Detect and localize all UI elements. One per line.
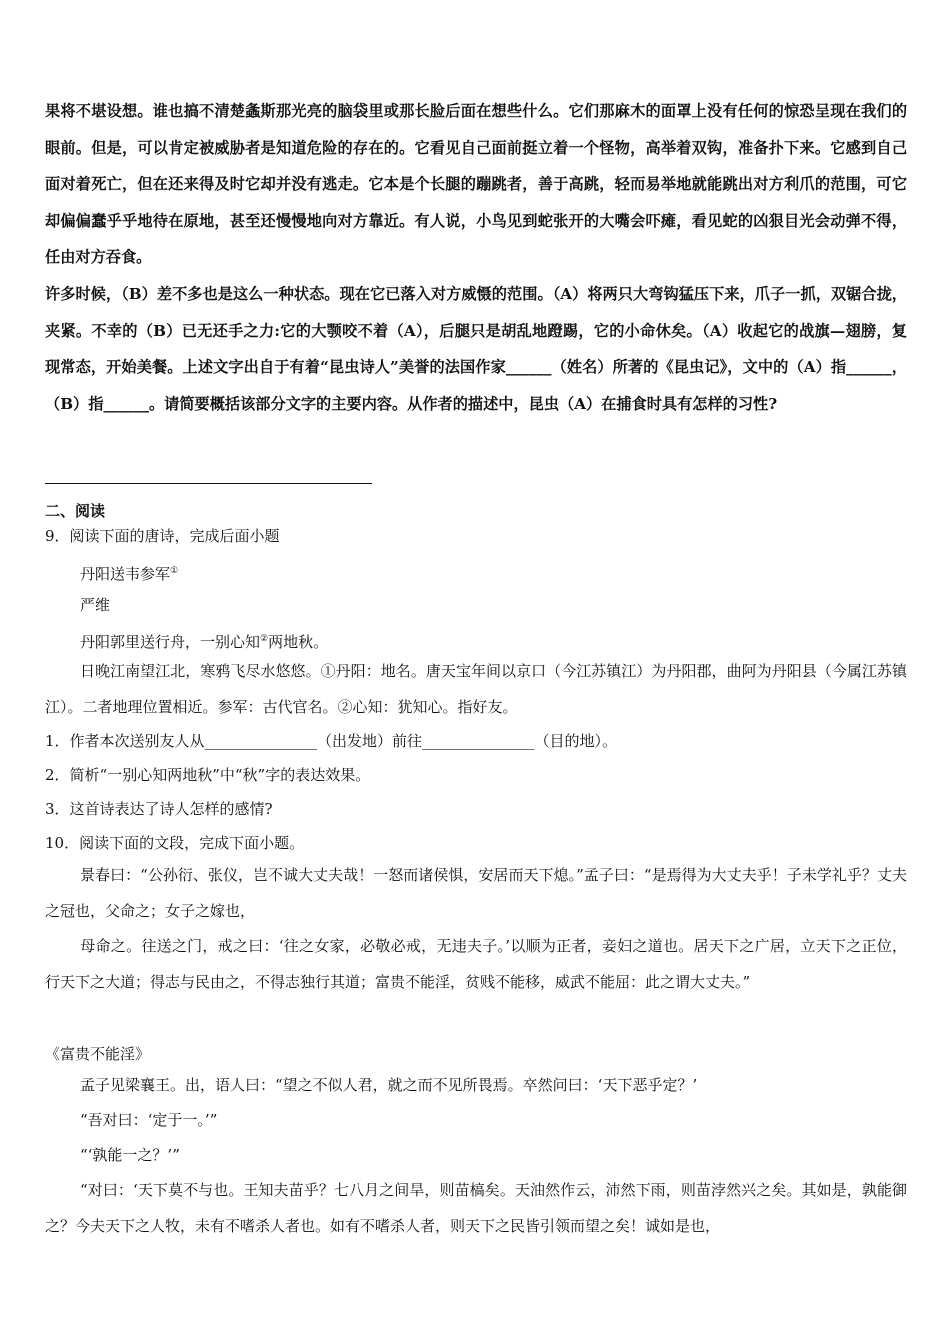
- q10-paragraph-4-text: “吾对曰：‘定于一。’”: [80, 1111, 218, 1129]
- question-9-sub-2: 2．简析“一别心知两地秋”中“秋”字的表达效果。: [45, 766, 371, 784]
- q10-paragraph-2-text: 母命之。往送之门，戒之曰：‘往之女家，必敬必戒，无违夫子。’以顺为正者，妾妇之道也。居天下之广居，立天下之正位，行天下之大道；得志与民由之，不得志独行其道；富贵不能淫，贫贱不能移，威武不能屈：此之谓大丈夫。”: [45, 937, 907, 991]
- section-title: 二、阅读: [45, 502, 106, 520]
- q10-paragraph-1: [45, 858, 907, 929]
- q10-paragraph-6-text: “对曰：‘天下莫不与也。王知夫苗乎？七八月之间旱，则苗槁矣。天油然作云，沛然下雨，则苗浡然兴之矣。其如是，孰能御之？今夫天下之人牧，未有不嗜杀人者也。如有不嗜杀人者，则天下之民皆引领而望之矣！诚如是也，: [45, 1181, 907, 1235]
- question-10-prompt: 10．阅读下面的文段，完成下面小题。: [45, 834, 305, 852]
- poem-line-1-b: 两地秋。: [268, 633, 329, 651]
- poem-author: 严维: [80, 596, 111, 614]
- q10-paragraph-1-text: 景春曰：“公孙衍、张仪，岂不诚大丈夫哉！一怒而诸侯惧，安居而天下熄。”孟子曰：“是焉得为大丈夫乎！子未学礼乎？丈夫之冠也，父命之；女子之嫁也，: [45, 866, 907, 920]
- poem-title: [80, 560, 942, 585]
- q10-paragraph-4: [45, 1103, 907, 1139]
- poem-title-text: 丹阳送韦参军: [80, 565, 171, 583]
- q10-paragraph-5-text: “‘孰能一之？’”: [80, 1146, 180, 1164]
- q10-paragraph-3-text: 孟子见梁襄王。出，语人曰：“望之不似人君，就之而不见所畏焉。卒然问曰：‘天下恶乎定？’: [80, 1076, 698, 1094]
- question-9-sub-1: 1．作者本次送别友人从_______________（出发地）前往_______________（目的地）。: [45, 732, 618, 750]
- passage-paragraph-2: 许多时候，（B）差不多也是这么一种状态。现在它已落入对方威慑的范围。（A）将两只大弯钩猛压下来，爪子一抓，双锯合拢，夹紧。不幸的（B）已无还手之力:它的大颚咬不着（A），后腿只是胡乱地蹬踢，它的小命休矣。（A）收起它的战旗—翅膀，复现常态，开始美餐。上述文字出自于有着“昆虫诗人”美誉的法国作家______（姓名）所著的《昆虫记》，文中的（A）指______，（B）指______。请简要概括该部分文字的主要内容。从作者的描述中，昆虫（A）在捕食时具有怎样的习性?: [45, 285, 907, 413]
- question-9-sub-3: 3．这首诗表达了诗人怎样的感情?: [45, 800, 273, 818]
- poem-line-1: [80, 628, 942, 653]
- q10-paragraph-5: [45, 1138, 907, 1174]
- poem-notes-text: 日晚江南望江北，寒鸦飞尽水悠悠。①丹阳：地名。唐天宝年间以京口（今江苏镇江）为丹阳郡，曲阿为丹阳县（今属江苏镇江）。二者地理位置相近。参军：古代官名。②心知：犹知心。指好友。: [45, 662, 907, 716]
- poem-line-1-a: 丹阳郭里送行舟，一别心知: [80, 633, 261, 651]
- text-title: 《富贵不能淫》: [45, 1045, 151, 1063]
- poem-line-2-with-notes: [45, 654, 907, 725]
- footnote-mark: ②: [260, 634, 269, 644]
- answer-line: [45, 483, 372, 484]
- question-9-prompt: 9．阅读下面的唐诗，完成后面小题: [45, 527, 280, 545]
- q10-paragraph-6: [45, 1173, 907, 1244]
- q10-paragraph-3: [45, 1068, 907, 1104]
- q10-paragraph-2: [45, 929, 907, 1000]
- passage-paragraph-1: 果将不堪设想。谁也搞不清楚螽斯那光亮的脑袋里或那长脸后面在想些什么。它们那麻木的面罩上没有任何的惊恐呈现在我们的眼前。但是，可以肯定被威胁者是知道危险的存在的。它看见自己面前挺立着一个怪物，高举着双钩，准备扑下来。它感到自己面对着死亡，但在还来得及时它却并没有逃走。它本是个长腿的蹦跳者，善于高跳，轻而易举地就能跳出对方利爪的范围，可它却偏偏蠢乎乎地待在原地，甚至还慢慢地向对方靠近。有人说，小鸟见到蛇张开的大嘴会吓瘫，看见蛇的凶狠目光会动弹不得，任由对方吞食。: [45, 102, 907, 266]
- footnote-mark: ①: [170, 566, 179, 576]
